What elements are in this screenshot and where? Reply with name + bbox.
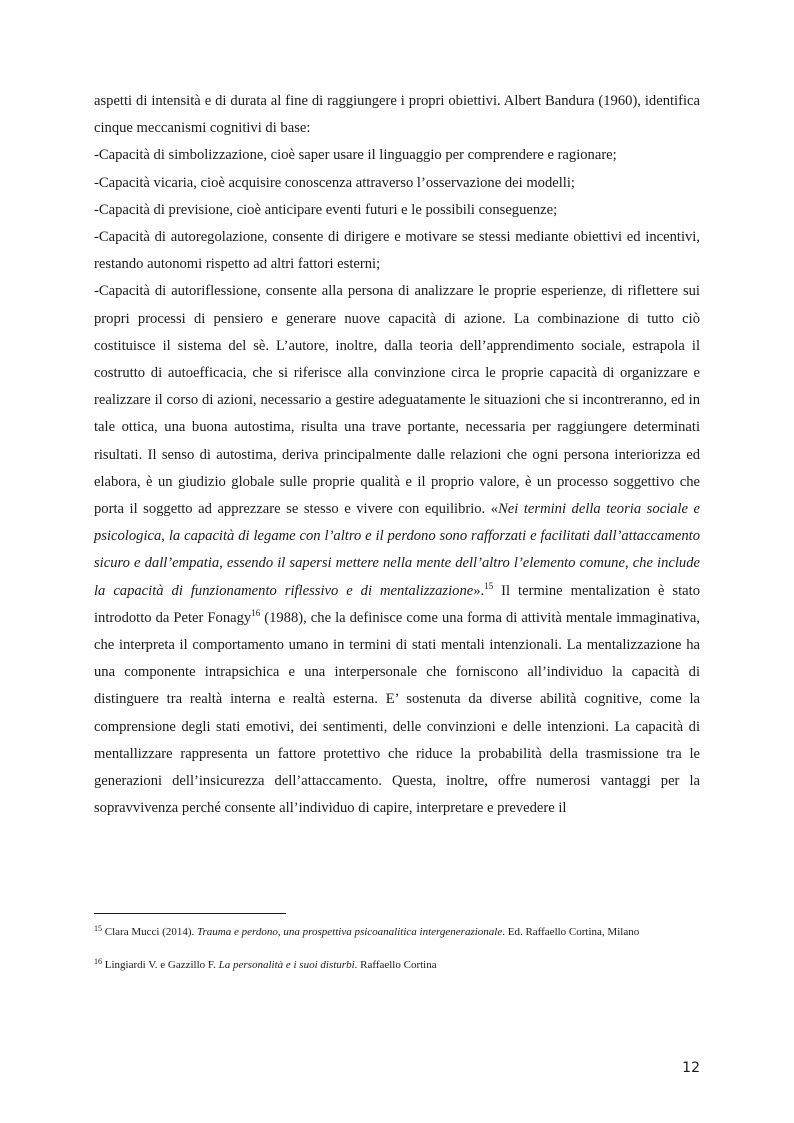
- footnote-author: Clara Mucci (2014).: [102, 926, 197, 938]
- footnote-title: La personalità e i suoi disturbi: [218, 959, 355, 971]
- quotation: Nei termini della teoria sociale e psicologica, la capacità di legame con l’altro e il perdono sono rafforzati e facilitati dall’attaccamento sicuro e dall’empatia, essendo il sapersi mettere nella mente dell’altro l’elemento comune, che include la capacità di funzionamento riflessivo e di mentalizzazione: [94, 501, 700, 599]
- footnote-author: Lingiardi V. e Gazzillo F.: [102, 959, 219, 971]
- footnote-ref-16[interactable]: 16: [251, 607, 261, 618]
- footnote-15: [94, 924, 700, 941]
- footnote-title: Trauma e perdono, una prospettiva psicoanalitica intergenerazionale: [197, 926, 503, 938]
- paragraph-text: -Capacità di autoriflessione, consente alla persona di analizzare le proprie esperienze, di riflettere sui propri processi di pensiero e generare nuove capacità di azione. La combinazione di tutto ciò costituisce il sistema del sè. L’autore, inoltre, dalla teoria dell’apprendimento sociale, estrapola il costrutto di autoefficacia, che si riferisce alla convinzione circa le proprie capacità di organizzare e realizzare il corso di azioni, necessario a gestire adeguatamente le situazioni che si incontreranno, ed in tale ottica, una buona autostima, risulta una trave portante, necessaria per raggiungere determinati risultati. Il senso di autostima, deriva principalmente dalle relazioni che ogni persona interiorizza ed elabora, è un giudizio globale sulle proprie qualità e il proprio valore, è un processo soggettivo che porta il soggetto ad apprezzare se stesso e vivere con equilibrio. «: [94, 283, 700, 518]
- body-text: [94, 88, 700, 822]
- paragraph-intro: aspetti di intensità e di durata al fine di raggiungere i propri obiettivi. Albert Bandura (1960), identifica cinque meccanismi cognitivi di base:: [94, 93, 700, 137]
- footnote-number: 16: [94, 957, 102, 966]
- list-item-vicarious: -Capacità vicaria, cioè acquisire conoscenza attraverso l’osservazione dei modelli;: [94, 174, 575, 191]
- footnotes: [94, 924, 700, 990]
- list-item-self-regulation: -Capacità di autoregolazione, consente di dirigere e motivare se stessi mediante obiettivi ed incentivi, restando autonomi rispetto ad altri fattori esterni;: [94, 229, 700, 273]
- list-item-self-reflection: [94, 278, 700, 822]
- footnote-ref-15[interactable]: 15: [484, 580, 494, 591]
- footnote-separator: [94, 913, 286, 914]
- footnote-publisher: . Ed. Raffaello Cortina, Milano: [502, 926, 640, 938]
- list-item-symbolization: -Capacità di simbolizzazione, cioè saper usare il linguaggio per comprendere e ragionare;: [94, 147, 617, 164]
- list-item-forethought: -Capacità di previsione, cioè anticipare eventi futuri e le possibili conseguenze;: [94, 201, 558, 218]
- footnote-number: 15: [94, 924, 102, 933]
- footnote-publisher: . Raffaello Cortina: [354, 959, 437, 971]
- footnote-16: [94, 957, 700, 974]
- paragraph-text: (1988), che la definisce come una forma di attività mentale immaginativa, che interpreta il comportamento umano in termini di stati mentali intenzionali. La mentalizzazione ha una componente intrapsichica e una interpersonale che forniscono all’individuo la capacità di distinguere tra realtà interna e realtà esterna. E’ sostenuta da diverse abilità cognitive, come la comprensione degli stati emotivi, dei sentimenti, delle convinzioni e delle intenzioni. La capacità di mentallizzare rappresenta un fattore protettivo che riduce la probabilità della trasmissione tra le generazioni dell’insicurezza dell’attaccamento. Questa, inoltre, offre numerosi vantaggi per la sopravvivenza perché consente all’individuo di capire, interpretare e prevedere il: [94, 609, 700, 817]
- paragraph-text: Il termine mentalization è stato introdotto da Peter Fonagy: [94, 582, 700, 626]
- page-number: 12: [682, 1060, 700, 1076]
- quote-close: ».: [473, 582, 485, 599]
